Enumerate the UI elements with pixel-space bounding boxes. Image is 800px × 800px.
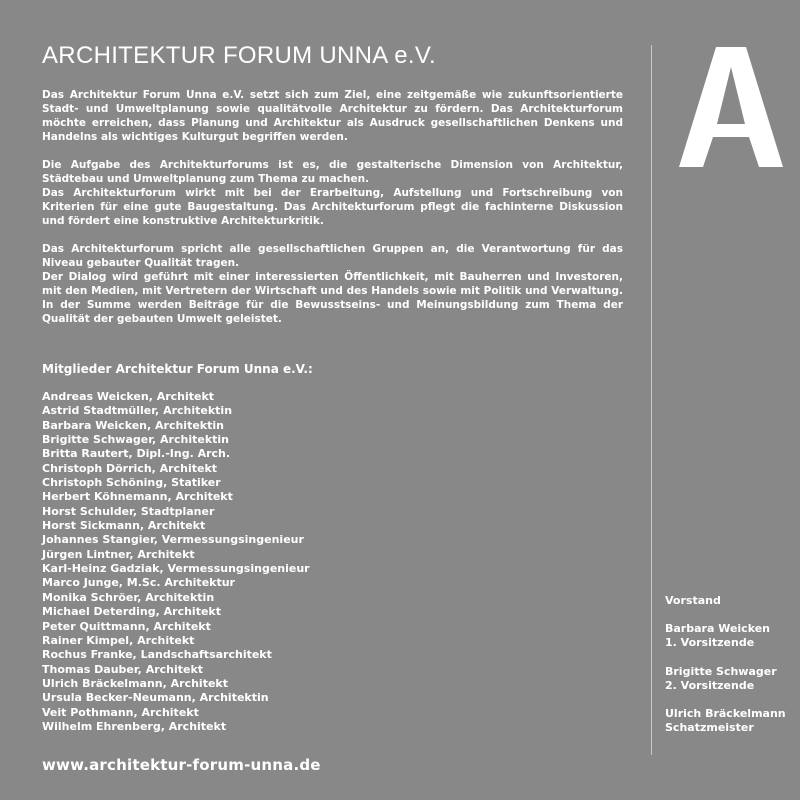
list-item: Marco Junge, M.Sc. Architektur: [42, 576, 235, 590]
list-item: Rochus Franke, Landschaftsarchitekt: [42, 648, 272, 662]
list-item: Ulrich Bräckelmann, Architekt: [42, 676, 228, 690]
board-member-name: Brigitte Schwager: [665, 664, 777, 678]
board-member-name: Ulrich Bräckelmann: [665, 707, 786, 721]
list-item: Karl-Heinz Gadziak, Vermessungsingenieur: [42, 562, 310, 576]
board-member: [665, 622, 795, 651]
list-item: Andreas Weicken, Architekt: [42, 390, 215, 403]
list-item: Barbara Weicken, Architektin: [42, 418, 224, 432]
list-item: Veit Pothmann, Architekt: [42, 705, 199, 719]
board-member: [665, 665, 795, 694]
list-item: Herbert Köhnemann, Architekt: [42, 490, 233, 504]
list-item: Peter Quittmann, Architekt: [42, 619, 211, 633]
list-item: Wilhelm Ehrenberg, Architekt: [42, 719, 227, 733]
board-heading: Vorstand: [665, 594, 721, 607]
intro-paragraph-3b-text: Der Dialog wird geführt mit einer interessierten Öffentlichkeit, mit Bauherren und Investoren, mit den Medien, mit Vertretern der Wirtschaft und des Handels sowie mit Politik und Verwaltung. In der Summe werden Beiträge für die Bewusstseins- und Meinungsbildung zum Thema der Qualität der gebauten Umwelt geleistet.: [42, 271, 623, 325]
intro-paragraph-3: [42, 242, 623, 326]
board-member-name: Barbara Weicken: [665, 622, 771, 635]
board-member: [665, 707, 795, 736]
list-item: Brigitte Schwager, Architektin: [42, 433, 229, 447]
members-heading: Mitglieder Architektur Forum Unna e.V.:: [42, 362, 313, 376]
list-item: Christoph Schöning, Statiker: [42, 476, 221, 490]
list-item: Ursula Becker-Neumann, Architektin: [42, 691, 269, 705]
intro-paragraph-2a-text: Die Aufgabe des Architekturforums ist es, die gestalterische Dimension von Architektur, Städtebau und Umweltplanung zum Thema zu machen.: [42, 159, 623, 185]
intro-paragraph-1: [42, 88, 623, 144]
list-item: Horst Sickmann, Architekt: [42, 519, 206, 533]
list-item: Jürgen Lintner, Architekt: [42, 547, 195, 561]
intro-paragraph-2b-text: Das Architekturforum wirkt mit bei der Erarbeitung, Aufstellung und Fortschreibung von Kriterien für eine gute Baugestaltung. Das Architekturforum pflegt die fachinterne Diskussion und fördert eine konstruktive Architekturkritik.: [42, 187, 623, 227]
page-title: ARCHITEKTUR FORUM UNNA e.V.: [42, 42, 436, 69]
board-section: [665, 594, 795, 750]
letter-a-logo-icon: [679, 47, 783, 167]
intro-paragraph-3a-text: Das Architekturforum spricht alle gesellschaftlichen Gruppen an, die Verantwortung für das Niveau gebauter Qualität tragen.: [42, 243, 623, 269]
list-item: Britta Rautert, Dipl.-Ing. Arch.: [42, 447, 231, 461]
list-item: Thomas Dauber, Architekt: [42, 662, 204, 676]
list-item: Horst Schulder, Stadtplaner: [42, 504, 215, 518]
list-item: Astrid Stadtmüller, Architektin: [42, 404, 233, 418]
list-item: Monika Schröer, Architektin: [42, 590, 215, 604]
list-item: Michael Deterding, Architekt: [42, 605, 221, 619]
members-list: [42, 390, 310, 734]
board-member-role: Schatzmeister: [665, 721, 754, 735]
intro-paragraph-1-text: Das Architektur Forum Unna e.V. setzt sich zum Ziel, eine zeitgemäße wie zukunftsorientierte Stadt- und Umweltplanung sowie qualitätvolle Architektur zu fördern. Das Architekturforum möchte erreichen, dass Planung und Architektur als Ausdruck gesellschaftlichen Denkens und Handelns als wichtiges Kulturgut begriffen werden.: [42, 89, 623, 143]
list-item: Christoph Dörrich, Architekt: [42, 461, 218, 475]
board-member-role: 1. Vorsitzende: [665, 636, 755, 650]
list-item: Rainer Kimpel, Architekt: [42, 633, 195, 647]
website-link[interactable]: www.architektur-forum-unna.de: [42, 756, 321, 774]
vertical-divider: [651, 45, 652, 755]
intro-paragraph-2: [42, 158, 623, 228]
list-item: Johannes Stangier, Vermessungsingenieur: [42, 533, 304, 547]
board-member-role: 2. Vorsitzende: [665, 678, 755, 692]
intro-text: [42, 88, 623, 340]
